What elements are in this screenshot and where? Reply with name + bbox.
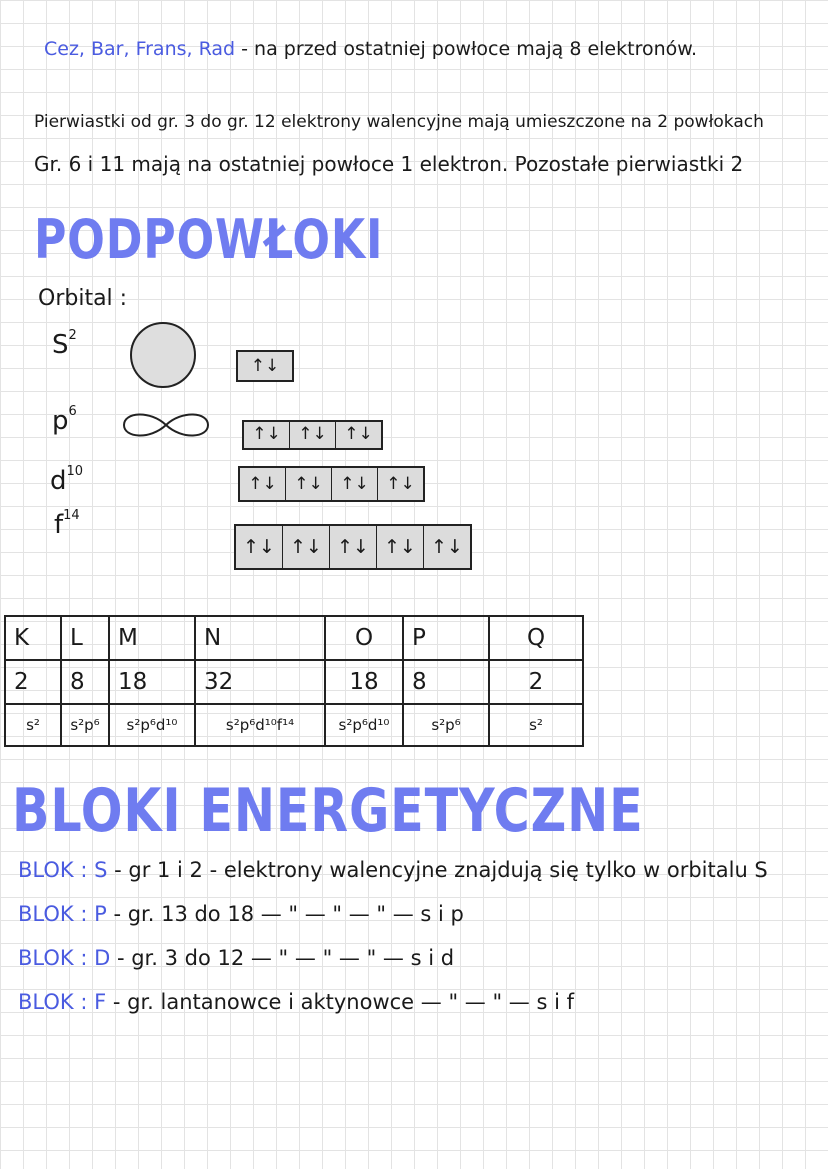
block-p-label: BLOK : P [18,902,107,926]
config-q: s² [489,704,583,746]
count-p: 8 [403,660,489,704]
orbital-box: ↑↓ [243,536,275,558]
shell-q: Q [489,616,583,660]
config-l: s²p⁶ [61,704,109,746]
subshell-f-name: f [54,510,64,540]
f-orbital-boxes [234,524,472,570]
subshell-d-label [50,466,83,496]
s-orbital-circle-drawing [130,322,196,388]
block-d-line [18,946,454,970]
intro-line-1-text: - na przed ostatniej powłoce mają 8 elektronów. [241,38,698,60]
count-o: 18 [325,660,403,704]
shell-o: O [325,616,403,660]
orbital-box: ↑↓ [331,468,377,500]
orbital-box: ↑↓ [282,526,329,568]
subshell-p-label [52,406,77,436]
count-k: 2 [5,660,61,704]
shell-p: P [403,616,489,660]
shell-n: N [195,616,325,660]
subshell-s-label [52,330,77,360]
count-n: 32 [195,660,325,704]
config-o: s²p⁶d¹⁰ [325,704,403,746]
block-s-line [18,858,768,882]
heading-subshells: PODPOWŁOKI [34,208,384,271]
orbital-box: ↑↓ [248,474,277,494]
config-k: s² [5,704,61,746]
orbital-box: ↑↓ [289,422,335,448]
shell-k: K [5,616,61,660]
shells-table [4,615,584,747]
subshell-d-sup: 10 [66,464,84,480]
config-p: s²p⁶ [403,704,489,746]
subshell-f-label [54,510,80,540]
block-f-text: - gr. lantanowce i aktynowce — " — " — s i f [112,990,574,1014]
p-orbital-figure-eight-drawing [120,410,212,440]
intro-line-1 [44,38,697,60]
shell-m: M [109,616,195,660]
count-m: 18 [109,660,195,704]
subshell-s-name: S [52,330,69,360]
shell-l: L [61,616,109,660]
shells-count-row [5,660,583,704]
orbital-box: ↑↓ [252,424,281,444]
block-s-text: - gr 1 i 2 - elektrony walencyjne znajdują się tylko w orbitalu S [114,858,768,882]
elements-list: Cez, Bar, Frans, Rad [44,38,236,60]
orbital-box: ↑↓ [376,526,423,568]
orbital-box: ↑↓ [377,468,423,500]
orbital-label: Orbital : [38,286,128,311]
orbital-box: ↑↓ [250,356,280,376]
orbital-box: ↑↓ [335,422,381,448]
orbital-box: ↑↓ [423,526,470,568]
count-l: 8 [61,660,109,704]
s-orbital-boxes [236,350,294,382]
config-n: s²p⁶d¹⁰f¹⁴ [195,704,325,746]
block-d-label: BLOK : D [18,946,111,970]
block-p-line [18,902,464,926]
subshell-f-sup: 14 [63,508,80,524]
block-f-line [18,990,574,1014]
subshell-d-name: d [50,466,67,496]
count-q: 2 [489,660,583,704]
config-m: s²p⁶d¹⁰ [109,704,195,746]
block-s-label: BLOK : S [18,858,108,882]
orbital-box: ↑↓ [285,468,331,500]
block-p-text: - gr. 13 do 18 — " — " — " — s i p [113,902,464,926]
shells-config-row [5,704,583,746]
p-orbital-boxes [242,420,383,450]
shells-header-row [5,616,583,660]
subshell-p-name: p [52,406,69,436]
intro-line-2: Pierwiastki od gr. 3 do gr. 12 elektrony walencyjne mają umieszczone na 2 powłokach [34,112,764,132]
orbital-box: ↑↓ [329,526,376,568]
block-d-text: - gr. 3 do 12 — " — " — " — s i d [116,946,455,970]
subshell-s-sup: 2 [68,328,77,344]
subshell-p-sup: 6 [68,404,77,420]
intro-line-3: Gr. 6 i 11 mają na ostatniej powłoce 1 elektron. Pozostałe pierwiastki 2 [34,152,744,176]
block-f-label: BLOK : F [18,990,107,1014]
d-orbital-boxes [238,466,425,502]
heading-energy-blocks: BLOKI ENERGETYCZNE [12,776,644,846]
